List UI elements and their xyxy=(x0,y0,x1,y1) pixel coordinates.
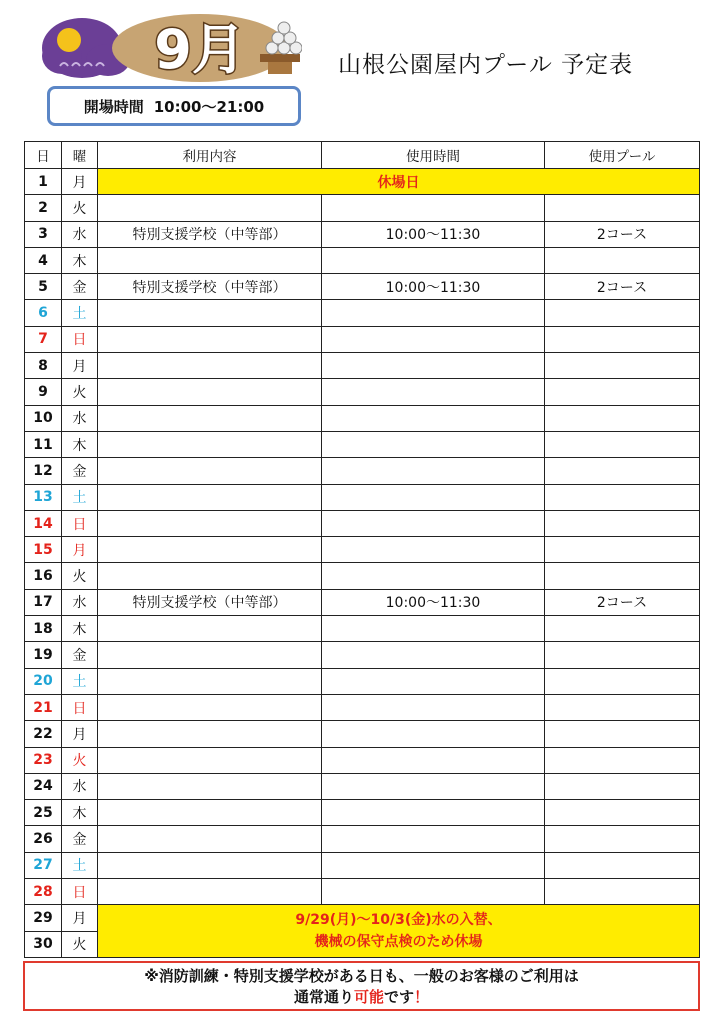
table-row xyxy=(25,694,700,720)
usage-cell xyxy=(98,431,322,457)
pool-cell xyxy=(545,353,700,379)
weekday-cell: 日 xyxy=(62,879,98,905)
weekday-cell: 月 xyxy=(62,169,98,195)
usage-cell xyxy=(98,300,322,326)
pool-cell xyxy=(545,326,700,352)
weekday-cell: 金 xyxy=(62,642,98,668)
day-cell: 6 xyxy=(25,300,62,326)
time-cell xyxy=(322,852,545,878)
weekday-cell: 月 xyxy=(62,353,98,379)
weekday-cell: 土 xyxy=(62,300,98,326)
pool-cell xyxy=(545,747,700,773)
weekday-cell: 火 xyxy=(62,747,98,773)
time-cell xyxy=(322,353,545,379)
usage-cell xyxy=(98,510,322,536)
weekday-cell: 水 xyxy=(62,221,98,247)
footer-line-2: 通常通り可能です！ xyxy=(293,988,430,1006)
weekday-cell: 水 xyxy=(62,773,98,799)
usage-cell xyxy=(98,642,322,668)
maintenance-notice-line-1: 9/29(月)～10/3(金)水の入替、 xyxy=(295,912,502,929)
usage-cell xyxy=(98,826,322,852)
pool-cell xyxy=(545,405,700,431)
weekday-cell: 水 xyxy=(62,405,98,431)
time-cell xyxy=(322,747,545,773)
table-row xyxy=(25,405,700,431)
weekday-cell: 火 xyxy=(62,379,98,405)
time-cell xyxy=(322,616,545,642)
time-cell xyxy=(322,510,545,536)
table-row xyxy=(25,747,700,773)
usage-cell xyxy=(98,195,322,221)
usage-cell xyxy=(98,563,322,589)
pool-cell xyxy=(545,484,700,510)
table-row xyxy=(25,668,700,694)
usage-cell xyxy=(98,247,322,273)
weekday-cell: 土 xyxy=(62,484,98,510)
table-row xyxy=(25,221,700,247)
day-cell: 8 xyxy=(25,353,62,379)
day-cell: 11 xyxy=(25,431,62,457)
exclamation-mark: ！ xyxy=(414,988,430,1006)
time-cell: 10:00～11:30 xyxy=(322,221,545,247)
time-cell xyxy=(322,247,545,273)
usage-cell xyxy=(98,694,322,720)
pool-cell xyxy=(545,458,700,484)
col-header-weekday: 曜 xyxy=(62,142,98,169)
time-cell xyxy=(322,458,545,484)
pool-cell xyxy=(545,537,700,563)
usage-cell xyxy=(98,537,322,563)
pool-cell xyxy=(545,773,700,799)
usage-cell: 特別支援学校（中等部） xyxy=(98,221,322,247)
table-row xyxy=(25,326,700,352)
usage-cell xyxy=(98,379,322,405)
col-header-pool: 使用プール xyxy=(545,142,700,169)
pool-cell xyxy=(545,247,700,273)
table-row xyxy=(25,247,700,273)
pool-cell: 2コース xyxy=(545,589,700,615)
table-row xyxy=(25,852,700,878)
table-row xyxy=(25,721,700,747)
weekday-cell: 水 xyxy=(62,589,98,615)
day-cell: 7 xyxy=(25,326,62,352)
usage-cell: 特別支援学校（中等部） xyxy=(98,589,322,615)
time-cell xyxy=(322,195,545,221)
day-cell: 4 xyxy=(25,247,62,273)
usage-cell xyxy=(98,800,322,826)
time-cell xyxy=(322,800,545,826)
table-row xyxy=(25,773,700,799)
usage-cell xyxy=(98,879,322,905)
pool-cell xyxy=(545,721,700,747)
table-header-row xyxy=(25,142,700,169)
closed-day-cell: 休場日 xyxy=(98,169,700,195)
usage-cell xyxy=(98,405,322,431)
maintenance-notice-line-2: 機械の保守点検のため休場 xyxy=(314,934,483,951)
time-cell xyxy=(322,563,545,589)
day-cell: 20 xyxy=(25,668,62,694)
table-row xyxy=(25,563,700,589)
day-cell: 13 xyxy=(25,484,62,510)
day-cell: 18 xyxy=(25,616,62,642)
day-cell: 23 xyxy=(25,747,62,773)
usage-cell xyxy=(98,458,322,484)
maintenance-notice-cell xyxy=(98,905,700,958)
usage-cell xyxy=(98,484,322,510)
day-cell: 30 xyxy=(25,931,62,957)
day-cell: 24 xyxy=(25,773,62,799)
schedule-body xyxy=(25,169,700,958)
time-cell: 10:00～11:30 xyxy=(322,589,545,615)
day-cell: 19 xyxy=(25,642,62,668)
moon-viewing-logo-icon xyxy=(40,8,302,84)
table-row xyxy=(25,169,700,195)
table-row xyxy=(25,379,700,405)
usage-cell xyxy=(98,616,322,642)
weekday-cell: 日 xyxy=(62,694,98,720)
pool-cell xyxy=(545,852,700,878)
time-cell: 10:00～11:30 xyxy=(322,274,545,300)
usage-cell xyxy=(98,353,322,379)
weekday-cell: 月 xyxy=(62,905,98,931)
weekday-cell: 金 xyxy=(62,458,98,484)
usage-cell xyxy=(98,668,322,694)
pool-cell xyxy=(545,642,700,668)
time-cell xyxy=(322,431,545,457)
table-row xyxy=(25,431,700,457)
day-cell: 29 xyxy=(25,905,62,931)
pool-cell xyxy=(545,694,700,720)
day-cell: 12 xyxy=(25,458,62,484)
weekday-cell: 土 xyxy=(62,852,98,878)
weekday-cell: 金 xyxy=(62,274,98,300)
pool-cell xyxy=(545,431,700,457)
day-cell: 16 xyxy=(25,563,62,589)
weekday-cell: 木 xyxy=(62,431,98,457)
table-row xyxy=(25,300,700,326)
pool-cell xyxy=(545,379,700,405)
day-cell: 22 xyxy=(25,721,62,747)
weekday-cell: 金 xyxy=(62,826,98,852)
table-row xyxy=(25,353,700,379)
table-row xyxy=(25,589,700,615)
usage-cell xyxy=(98,747,322,773)
pool-cell xyxy=(545,563,700,589)
weekday-cell: 木 xyxy=(62,800,98,826)
col-header-usage: 利用内容 xyxy=(98,142,322,169)
pool-cell xyxy=(545,826,700,852)
table-row xyxy=(25,274,700,300)
time-cell xyxy=(322,379,545,405)
time-cell xyxy=(322,773,545,799)
header xyxy=(0,0,723,140)
day-cell: 17 xyxy=(25,589,62,615)
footer-notice xyxy=(23,961,700,1011)
time-cell xyxy=(322,826,545,852)
col-header-day: 日 xyxy=(25,142,62,169)
footer-line-1: ※消防訓練・特別支援学校がある日も、一般のお客様のご利用は xyxy=(144,967,579,985)
pool-cell: 2コース xyxy=(545,221,700,247)
day-cell: 1 xyxy=(25,169,62,195)
time-cell xyxy=(322,694,545,720)
usage-cell xyxy=(98,326,322,352)
weekday-cell: 木 xyxy=(62,247,98,273)
weekday-cell: 土 xyxy=(62,668,98,694)
table-row xyxy=(25,484,700,510)
day-cell: 9 xyxy=(25,379,62,405)
day-cell: 14 xyxy=(25,510,62,536)
table-row xyxy=(25,800,700,826)
pool-cell xyxy=(545,668,700,694)
schedule-table xyxy=(24,141,700,958)
weekday-cell: 日 xyxy=(62,510,98,536)
pool-cell: 2コース xyxy=(545,274,700,300)
day-cell: 26 xyxy=(25,826,62,852)
table-row xyxy=(25,879,700,905)
time-cell xyxy=(322,668,545,694)
table-row xyxy=(25,826,700,852)
day-cell: 15 xyxy=(25,537,62,563)
weekday-cell: 火 xyxy=(62,931,98,957)
pool-cell xyxy=(545,616,700,642)
day-cell: 3 xyxy=(25,221,62,247)
pool-cell xyxy=(545,879,700,905)
day-cell: 25 xyxy=(25,800,62,826)
page-title: 山根公園屋内プール 予定表 xyxy=(338,52,634,78)
pool-cell xyxy=(545,800,700,826)
svg-text:9月: 9月 xyxy=(154,18,246,81)
day-cell: 28 xyxy=(25,879,62,905)
col-header-time: 使用時間 xyxy=(322,142,545,169)
usage-cell xyxy=(98,773,322,799)
time-cell xyxy=(322,484,545,510)
time-cell xyxy=(322,326,545,352)
table-row xyxy=(25,616,700,642)
pool-cell xyxy=(545,300,700,326)
usage-cell xyxy=(98,721,322,747)
time-cell xyxy=(322,300,545,326)
usage-cell xyxy=(98,852,322,878)
day-cell: 5 xyxy=(25,274,62,300)
weekday-cell: 火 xyxy=(62,563,98,589)
weekday-cell: 月 xyxy=(62,721,98,747)
time-cell xyxy=(322,537,545,563)
table-row xyxy=(25,458,700,484)
day-cell: 2 xyxy=(25,195,62,221)
pool-cell xyxy=(545,510,700,536)
time-cell xyxy=(322,721,545,747)
table-row xyxy=(25,510,700,536)
opening-hours-box xyxy=(47,86,301,126)
table-row xyxy=(25,642,700,668)
hours-value: 10:00～21:00 xyxy=(153,97,265,116)
hours-label: 開場時間 xyxy=(83,97,144,116)
usage-cell: 特別支援学校（中等部） xyxy=(98,274,322,300)
time-cell xyxy=(322,405,545,431)
table-row xyxy=(25,537,700,563)
weekday-cell: 木 xyxy=(62,616,98,642)
pool-cell xyxy=(545,195,700,221)
time-cell xyxy=(322,642,545,668)
day-cell: 21 xyxy=(25,694,62,720)
table-row xyxy=(25,905,700,931)
weekday-cell: 月 xyxy=(62,537,98,563)
time-cell xyxy=(322,879,545,905)
weekday-cell: 日 xyxy=(62,326,98,352)
table-row xyxy=(25,195,700,221)
day-cell: 27 xyxy=(25,852,62,878)
weekday-cell: 火 xyxy=(62,195,98,221)
day-cell: 10 xyxy=(25,405,62,431)
